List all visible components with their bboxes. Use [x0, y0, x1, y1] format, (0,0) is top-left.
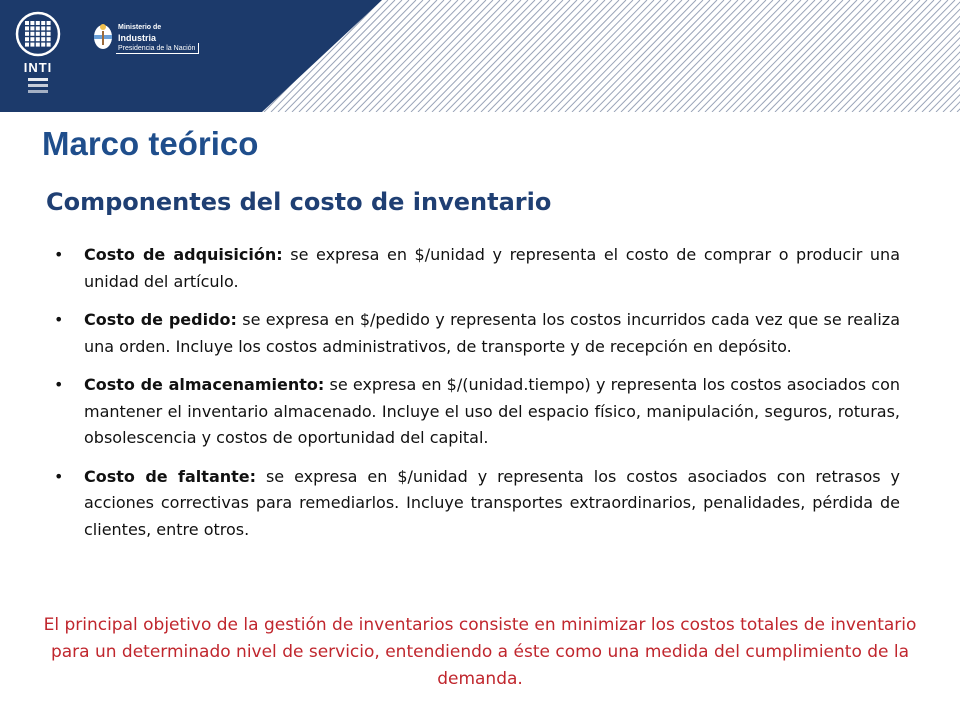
- inti-grid-cell: [25, 21, 29, 25]
- inti-grid-cell: [36, 26, 40, 30]
- inti-logo: [14, 10, 62, 98]
- inti-grid-cell: [41, 43, 45, 47]
- inti-grid-cell: [36, 21, 40, 25]
- argentina-seal-icon: [92, 22, 114, 52]
- inti-grid-cell: [41, 21, 45, 25]
- inti-grid-cell: [30, 43, 34, 47]
- inti-bars-icon: [14, 76, 62, 106]
- inti-grid-cell: [47, 32, 51, 36]
- bullet-term: Costo de almacenamiento:: [84, 375, 325, 394]
- bullet-term: Costo de adquisición:: [84, 245, 283, 264]
- inti-grid-cell: [41, 37, 45, 41]
- list-item-faltante: [54, 464, 900, 544]
- list-item-adquisicion: [54, 242, 900, 295]
- inti-grid-cell: [30, 26, 34, 30]
- ministerio-rule: [116, 53, 198, 54]
- bullet-icon: •: [54, 310, 64, 329]
- inti-grid-icon: [14, 10, 62, 58]
- bullet-term: Costo de pedido:: [84, 310, 237, 329]
- inti-grid-cell: [30, 21, 34, 25]
- inti-grid-cell: [25, 32, 29, 36]
- inti-grid-cell: [47, 21, 51, 25]
- cost-components-list: [54, 242, 900, 555]
- bullet-icon: •: [54, 375, 64, 394]
- inti-grid-cell: [47, 37, 51, 41]
- ministerio-line-2: Industria: [118, 33, 157, 43]
- hatch-line: [880, 0, 960, 112]
- inti-grid-cell: [25, 43, 29, 47]
- ministerio-line-1: Ministerio de: [118, 24, 162, 31]
- inti-grid-cell: [30, 37, 34, 41]
- ministerio-logo: [92, 22, 212, 58]
- bullet-text: se expresa en $/pedido y representa los costos incurridos cada vez que se realiza una orden. Incluye los costos administrativos, de transporte y de recepción en depósito.: [84, 310, 900, 356]
- inti-logo-text: INTI: [23, 60, 53, 75]
- bullet-term: Costo de faltante:: [84, 466, 257, 486]
- ministerio-rule-vertical: [198, 43, 199, 54]
- inti-grid-cell: [36, 32, 40, 36]
- inti-grid-cell: [47, 26, 51, 30]
- list-item-almacenamiento: [54, 372, 900, 452]
- bullet-icon: •: [54, 245, 64, 264]
- page-title: Marco teórico: [42, 125, 259, 162]
- inti-grid-cell: [25, 26, 29, 30]
- section-subtitle: Componentes del costo de inventario: [46, 188, 552, 216]
- bullet-icon: •: [54, 466, 64, 486]
- inti-grid-cell: [30, 32, 34, 36]
- inti-grid-cell: [41, 32, 45, 36]
- ministerio-line-3: Presidencia de la Nación: [118, 45, 196, 52]
- inti-grid-cell: [41, 26, 45, 30]
- hatch-line: [950, 0, 960, 112]
- inti-grid-cell: [36, 37, 40, 41]
- bullet-text: se expresa en $/(unidad.tiempo) y representa los costos asociados con mantener el inventario almacenado. Incluye el uso del espacio físico, manipulación, seguros, roturas, obsolescencia y costos de oportunidad del capital.: [84, 375, 900, 447]
- inti-grid-cell: [25, 37, 29, 41]
- bullet-text: se expresa en $/unidad y representa el costo de comprar o producir una unidad del artículo.: [84, 245, 901, 291]
- slide-header: [0, 0, 960, 112]
- inti-grid-cell: [47, 43, 51, 47]
- conclusion-text: El principal objetivo de la gestión de inventarios consiste en minimizar los costos totales de inventario para un determinado nivel de servicio, entendiendo a éste como una medida del cumplimiento de la demanda.: [43, 615, 917, 689]
- inti-grid-cell: [36, 43, 40, 47]
- hatch-line: [915, 0, 960, 112]
- bullet-text: se expresa en $/unidad y representa los costos asociados con retrasos y acciones correctivas para remediarlos. Incluye transportes extraordinarios, penalidades, pérdida de clientes, entre otros.: [84, 466, 900, 539]
- list-item-pedido: [54, 307, 900, 360]
